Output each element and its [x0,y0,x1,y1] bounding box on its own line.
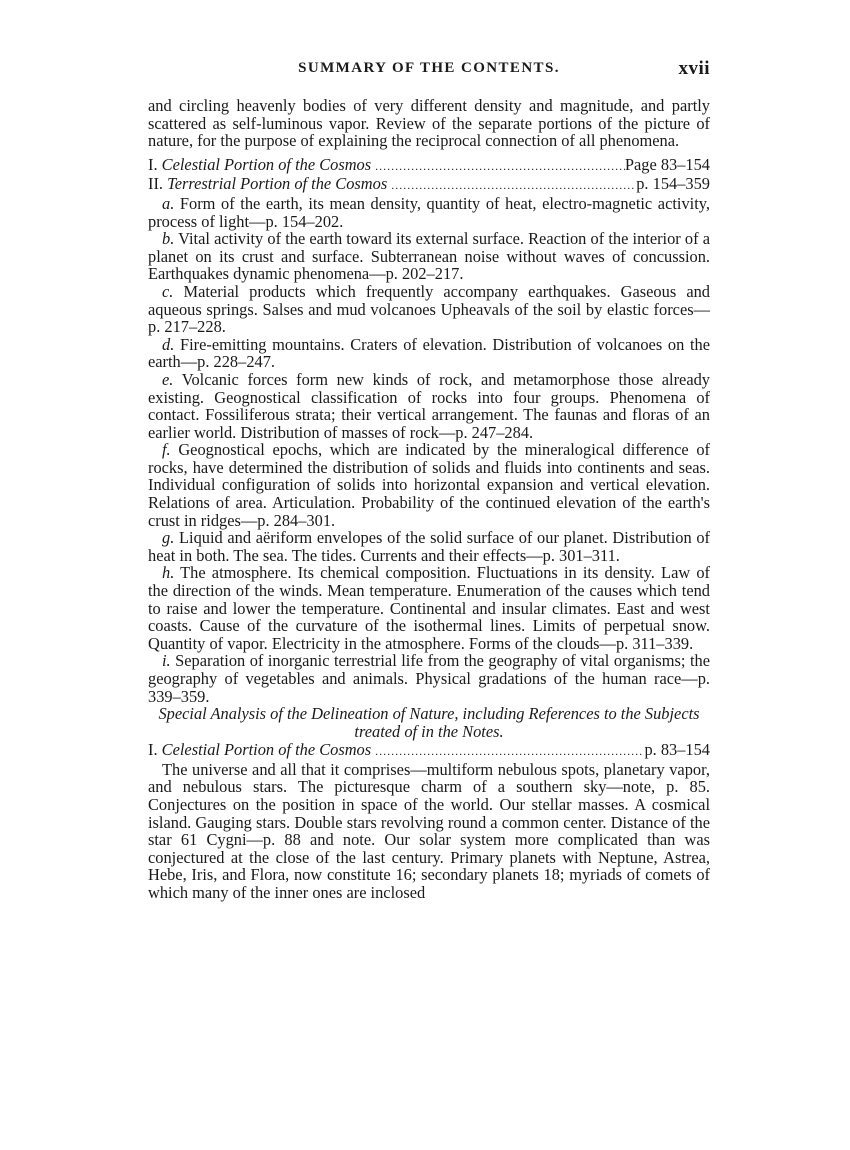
section-b [148,230,710,283]
section-a [148,195,710,230]
intro-paragraph: and circling heavenly bodies of very different density and magnitude, and partly scattered as self-luminous vapor. Review of the separate portions of the picture of nature, for the purpose of explaining the reciprocal connection of all phenomena. [148,96,710,151]
section-letter: e. [162,369,174,389]
section-letter: c. [162,281,174,301]
universe-paragraph: The universe and all that it comprises—multiform nebulous spots, planetary vapor, and nebulous stars. The picturesque charm of a southern sky—note, p. 85. Conjectures on the position in space of the world. Our stellar masses. A cosmical island. Gauging stars. Double stars revolving round a common center. Distance of the star 61 Cygni—p. 88 and note. Our solar system more complicated than was conjectured at the close of the last century. Primary planets with Neptune, Astrea, Hebe, Iris, and Flora, now constitute 16; secondary planets 18; myriads of comets of which many of the inner ones are inclosed [148,759,710,902]
toc-entry-celestial [148,741,710,761]
section-c [148,283,710,336]
section-text: Material products which frequently accompany earthquakes. Gaseous and aqueous springs. Salses and mud volcanoes Upheavals of the soil by elastic forces—p. 217–228. [148,281,710,337]
section-letter: f. [162,440,171,460]
section-letter: a. [162,193,175,213]
section-text: Form of the earth, its mean density, quantity of heat, electro-magnetic activity, process of light—p. 154–202. [148,193,710,231]
page-header [148,60,710,90]
section-text: Fire-emitting mountains. Craters of elevation. Distribution of volcanoes on the earth—p. 228–247. [148,334,710,372]
toc-pages: p. 154–359 [636,174,710,194]
section-i [148,652,710,705]
dot-leader [371,158,625,176]
running-title: SUMMARY OF THE CONTENTS. [298,60,560,76]
section-letter: g. [162,528,175,548]
section-e [148,371,710,441]
toc-title: Celestial Portion of the Cosmos [161,154,372,174]
toc-number: I. [148,740,158,760]
section-text: Separation of inorganic terrestrial life from the geography of vital organisms; the geography of vegetables and animals. Physical gradations of the human race—p. 339–359. [148,651,710,706]
section-d [148,336,710,371]
special-analysis-heading: Special Analysis of the Delineation of Nature, including References to the Subjects treated of in the Notes. [158,704,700,742]
section-text: Vital activity of the earth toward its external surface. Reaction of the interior of a planet on its crust and surface. Subterranean noise without waves of concussion. Earthquakes dynamic phenomena—p. 202–217. [148,229,710,284]
page-body [148,97,710,902]
section-h [148,564,710,652]
dot-leader [387,177,636,195]
toc-title: Terrestrial Portion of the Cosmos [167,174,388,194]
section-letter: d. [162,334,175,354]
page-number: xvii [678,58,710,79]
toc-title: Celestial Portion of the Cosmos [161,740,372,760]
toc-entry-1 [148,156,710,176]
toc-number: I. [148,154,158,174]
dot-leader [371,743,644,761]
section-letter: h. [162,563,175,583]
toc-number: II. [148,174,164,194]
section-text: Liquid and aëriform envelopes of the solid surface of our planet. Distribution of heat in both. The sea. The tides. Currents and their effects—p. 301–311. [148,528,710,565]
section-g [148,529,710,564]
section-letter: b. [162,229,175,249]
toc-pages: p. 83–154 [644,740,710,760]
section-text: Volcanic forces form new kinds of rock, and metamorphose those already existing. Geognostical classification of rocks into four groups. Phenomena of contact. Fossiliferous strata; their vertical arrangement. The faunas and floras of an earlier world. Distribution of masses of rock—p. 247–284. [148,369,710,442]
section-f [148,441,710,529]
section-text: Geognostical epochs, which are indicated by the mineralogical difference of rocks, have determined the distribution of solids and fluids into continents and seas. Individual configuration of solids into horizontal expansion and vertical elevation. Relations of area. Articulation. Probability of the continued elevation of the earth's crust in ridges—p. 284–301. [148,440,710,530]
section-letter: i. [162,651,171,671]
toc-pages: Page 83–154 [624,154,710,174]
section-text: The atmosphere. Its chemical composition. Fluctuations in its density. Law of the direction of the winds. Mean temperature. Enumeration of the causes which tend to raise and lower the temperature. Continental and insular climates. East and west coasts. Cause of the curvature of the isothermal lines. Limits of perpetual snow. Quantity of vapor. Electricity in the atmosphere. Forms of the clouds—p. 311–339. [148,563,710,653]
toc-entry-2 [148,175,710,195]
